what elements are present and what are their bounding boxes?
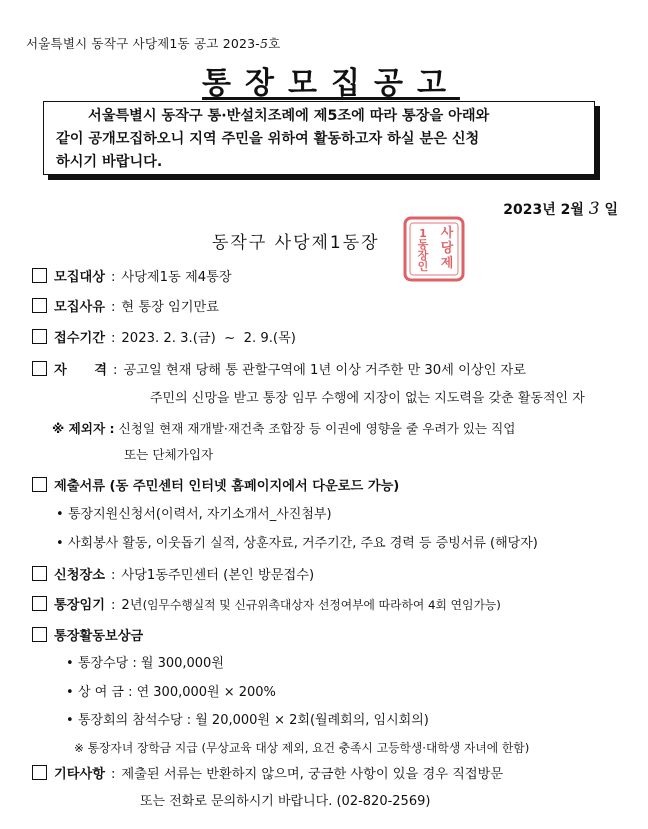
issuing-office: 동작구 사당제1동장 [212, 233, 380, 253]
item-documents: 제출서류 (동 주민센터 인터넷 홈페이지에서 다운로드 가능) [32, 477, 399, 496]
checkbox-square-icon [32, 566, 47, 581]
bullet-dot-icon: • [66, 685, 74, 700]
notice-number: 서울특별시 동작구 사당제1동 공고 2023-5호 [26, 36, 281, 51]
exclusion-line2: 또는 단체가입자 [124, 447, 214, 462]
checkbox-square-icon [32, 329, 47, 344]
checkbox-square-icon [32, 361, 47, 376]
other-line2: 또는 전화로 문의하시기 바랍니다. (02-820-2569) [140, 794, 431, 809]
bullet-dot-icon: • [56, 536, 64, 551]
document-item: • 사회봉사 활동, 이웃돕기 실적, 상훈자료, 거주기간, 주요 경력 등 증빙서류 (해당자) [56, 536, 538, 551]
compensation-item: • 통장수당 : 월 300,000원 [66, 656, 224, 671]
intro-box: 서울특별시 동작구 통·반설치조례에 제5조에 따라 통장을 아래와 같이 공개모집하오니 지역 주민을 위하여 활동하고자 하실 분은 신청 하시기 바랍니다. [43, 101, 595, 175]
item-term: 통장임기 : 2년(임무수행실적 및 신규위촉대상자 선정여부에 따라하여 4회 연임가능) [32, 596, 501, 615]
svg-text:1동장인: 1 동 장 인 [417, 227, 429, 273]
qualification-line2: 주민의 신망을 받고 통장 임무 수행에 지장이 없는 지도력을 갖춘 활동적인 자 [150, 391, 585, 406]
item-place: 신청장소 : 사당1동주민센터 (본인 방문접수) [32, 566, 314, 585]
checkbox-square-icon [32, 765, 47, 780]
checkbox-square-icon [32, 596, 47, 611]
notice-date: 2023년 2월 3 일 [503, 199, 618, 219]
item-qualification: 자 격 : 공고일 현재 당해 통 관할구역에 1년 이상 거주한 만 30세 이상인 자로 [32, 361, 526, 380]
bullet-dot-icon: • [66, 713, 74, 728]
bullet-dot-icon: • [56, 507, 64, 522]
item-reason: 모집사유 : 현 통장 임기만료 [32, 298, 219, 317]
item-compensation: 통장활동보상금 [32, 627, 143, 646]
document-item: • 통장지원신청서(이력서, 자기소개서_사진첨부) [56, 507, 332, 522]
exclusion-line1: ※ 제외자 : 신청일 현재 재개발·재건축 조합장 등 이권에 영향을 줄 우려가 있는 직업 [52, 421, 516, 436]
item-target: 모집대상 : 사당제1동 제4통장 [32, 268, 232, 287]
checkbox-square-icon [32, 627, 47, 642]
checkbox-square-icon [32, 268, 47, 283]
checkbox-square-icon [32, 477, 47, 492]
bullet-dot-icon: • [66, 656, 74, 671]
document-title: 통장모집공고 [202, 66, 460, 101]
item-period: 접수기간 : 2023. 2. 3.(금) ~ 2. 9.(목) [32, 329, 296, 348]
item-other: 기타사항 : 제출된 서류는 반환하지 않으며, 궁금한 사항이 있을 경우 직접방문 [32, 765, 503, 784]
official-seal-stamp [401, 214, 467, 284]
svg-text:사당제: 사 당 제 [440, 226, 454, 271]
scholarship-note: ※ 통장자녀 장학금 지급 (무상교육 대상 제외, 요건 충족시 고등학생·대학생 자녀에 한함) [74, 741, 530, 755]
compensation-item: • 통장회의 참석수당 : 월 20,000원 × 2회(월례회의, 임시회의) [66, 713, 429, 728]
checkbox-square-icon [32, 298, 47, 313]
compensation-item: • 상 여 금 : 연 300,000원 × 200% [66, 685, 276, 700]
